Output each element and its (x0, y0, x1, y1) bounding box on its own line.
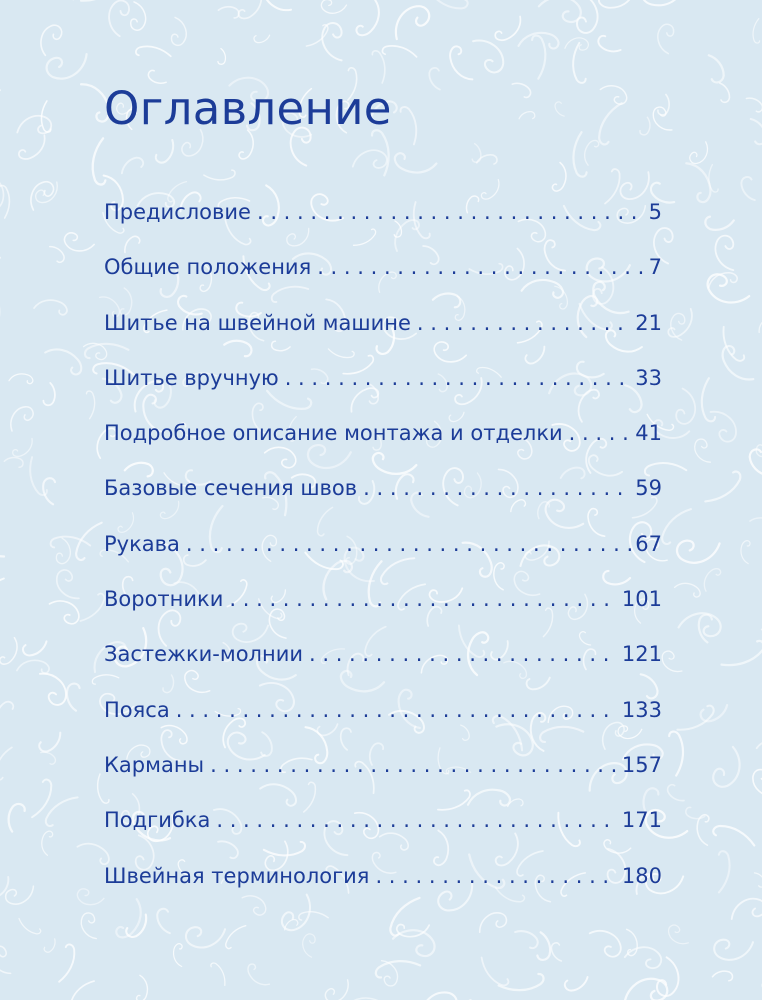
toc-entry[interactable] (104, 476, 662, 531)
toc-entry-page-number: 41 (635, 421, 662, 446)
toc-entry-label: Предисловие (104, 200, 251, 224)
toc-entry-label: Общие положения (104, 255, 312, 280)
toc-entry-label: Подгибка (104, 808, 211, 833)
toc-entry[interactable] (104, 366, 662, 421)
toc-entry-label: Карманы (104, 752, 205, 777)
toc-entry-page-number: 5 (648, 200, 662, 224)
toc-entry-page-number: 21 (635, 310, 662, 335)
toc-entry-page-number: 171 (621, 808, 662, 833)
toc-dot-leader (216, 808, 618, 832)
toc-dot-leader (417, 311, 631, 335)
toc-entry[interactable] (104, 255, 662, 310)
toc-entry-page-number: 67 (635, 531, 662, 556)
toc-dot-leader (176, 698, 618, 722)
toc-entry-page-number: 59 (635, 476, 662, 501)
toc-dot-leader (186, 532, 631, 556)
toc-dot-leader (569, 421, 632, 445)
toc-entry-label: Рукава (104, 531, 180, 556)
toc-dot-leader (375, 864, 617, 888)
toc-entry[interactable] (104, 753, 662, 808)
toc-entry-label: Швейная терминология (104, 863, 370, 888)
toc-entry[interactable] (104, 864, 662, 919)
toc-dot-leader (210, 753, 618, 777)
toc-entry[interactable] (104, 808, 662, 863)
toc-entry-page-number: 157 (621, 752, 662, 777)
toc-entry[interactable] (104, 642, 662, 697)
toc-entry-page-number: 7 (648, 255, 662, 280)
toc-entry-label: Застежки-молнии (104, 642, 303, 667)
toc-entry-page-number: 101 (621, 587, 662, 612)
toc-entry[interactable] (104, 421, 662, 476)
toc-entry-label: Базовые сечения швов (104, 476, 358, 501)
toc-entry-label: Подробное описание монтажа и отделки (104, 421, 563, 446)
toc-entry-label: Пояса (104, 697, 170, 722)
toc-entry[interactable] (104, 200, 662, 255)
toc-entry-label: Воротники (104, 587, 224, 612)
toc-entry[interactable] (104, 311, 662, 366)
toc-dot-leader (285, 366, 632, 390)
page-title: Оглавление (104, 82, 392, 135)
toc-dot-leader (229, 587, 618, 611)
toc-dot-leader (309, 642, 618, 666)
toc-dot-leader (257, 200, 645, 224)
toc-list (104, 200, 662, 919)
toc-entry-label: Шитье на швейной машине (104, 310, 411, 335)
toc-entry-page-number: 121 (621, 642, 662, 667)
toc-dot-leader (363, 476, 631, 500)
toc-entry[interactable] (104, 587, 662, 642)
toc-entry-page-number: 33 (635, 365, 662, 390)
toc-entry-label: Шитье вручную (104, 365, 279, 390)
toc-dot-leader (317, 255, 644, 279)
toc-entry[interactable] (104, 698, 662, 753)
toc-entry-page-number: 133 (621, 697, 662, 722)
toc-entry-page-number: 180 (621, 863, 662, 888)
toc-entry[interactable] (104, 532, 662, 587)
